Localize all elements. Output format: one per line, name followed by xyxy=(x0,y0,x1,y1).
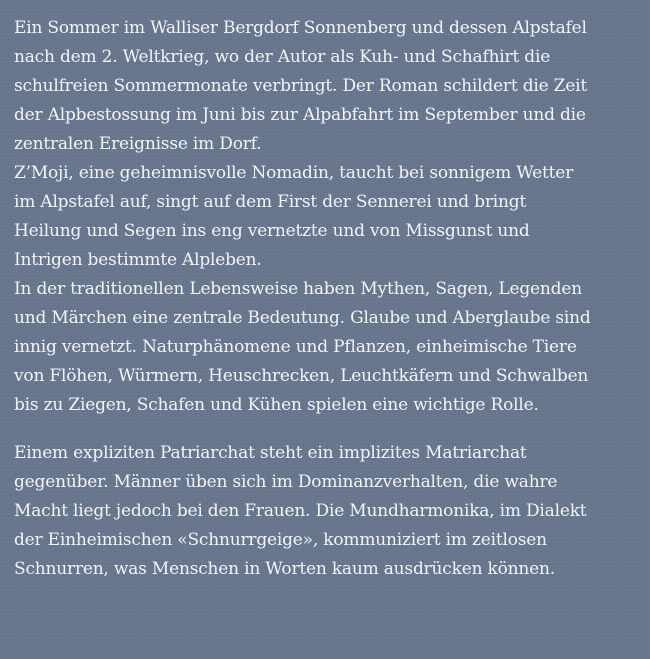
text-line: Intrigen bestimmte Alpleben. xyxy=(14,250,262,270)
text-line: zentralen Ereignisse im Dorf. xyxy=(14,134,262,154)
text-line: der Einheimischen «Schnurrgeige», kommuniziert im zeitlosen xyxy=(14,530,547,550)
text-line: innig vernetzt. Naturphänomene und Pflanzen, einheimische Tiere xyxy=(14,337,577,357)
text-line: Schnurren, was Menschen in Worten kaum ausdrücken können. xyxy=(14,559,555,579)
paragraph-zmoji xyxy=(14,159,636,275)
text-line: gegenüber. Männer üben sich im Dominanzverhalten, die wahre xyxy=(14,472,558,492)
text-line: Einem expliziten Patriarchat steht ein implizites Matriarchat xyxy=(14,443,527,463)
text-line: Ein Sommer im Walliser Bergdorf Sonnenberg und dessen Alpstafel xyxy=(14,18,587,38)
paragraph-tradition xyxy=(14,275,636,420)
text-line: In der traditionellen Lebensweise haben Mythen, Sagen, Legenden xyxy=(14,279,582,299)
text-line: der Alpbestossung im Juni bis zur Alpabfahrt im September und die xyxy=(14,105,586,125)
text-line: nach dem 2. Weltkrieg, wo der Autor als Kuh- und Schafhirt die xyxy=(14,47,551,67)
text-line: und Märchen eine zentrale Bedeutung. Glaube und Aberglaube sind xyxy=(14,308,591,328)
text-line: schulfreien Sommermonate verbringt. Der Roman schildert die Zeit xyxy=(14,76,588,96)
paragraph-matriarchy xyxy=(14,439,636,584)
text-line: im Alpstafel auf, singt auf dem First der Sennerei und bringt xyxy=(14,192,527,212)
text-line: Heilung und Segen ins eng vernetzte und von Missgunst und xyxy=(14,221,530,241)
text-line: bis zu Ziegen, Schafen und Kühen spielen eine wichtige Rolle. xyxy=(14,395,539,415)
text-line: Macht liegt jedoch bei den Frauen. Die Mundharmonika, im Dialekt xyxy=(14,501,587,521)
paragraph-gap xyxy=(14,420,636,439)
text-line: von Flöhen, Würmern, Heuschrecken, Leuchtkäfern und Schwalben xyxy=(14,366,589,386)
paragraph-summary xyxy=(14,14,636,159)
blurb-text xyxy=(14,14,636,584)
text-line: Z’Moji, eine geheimnisvolle Nomadin, taucht bei sonnigem Wetter xyxy=(14,163,574,183)
